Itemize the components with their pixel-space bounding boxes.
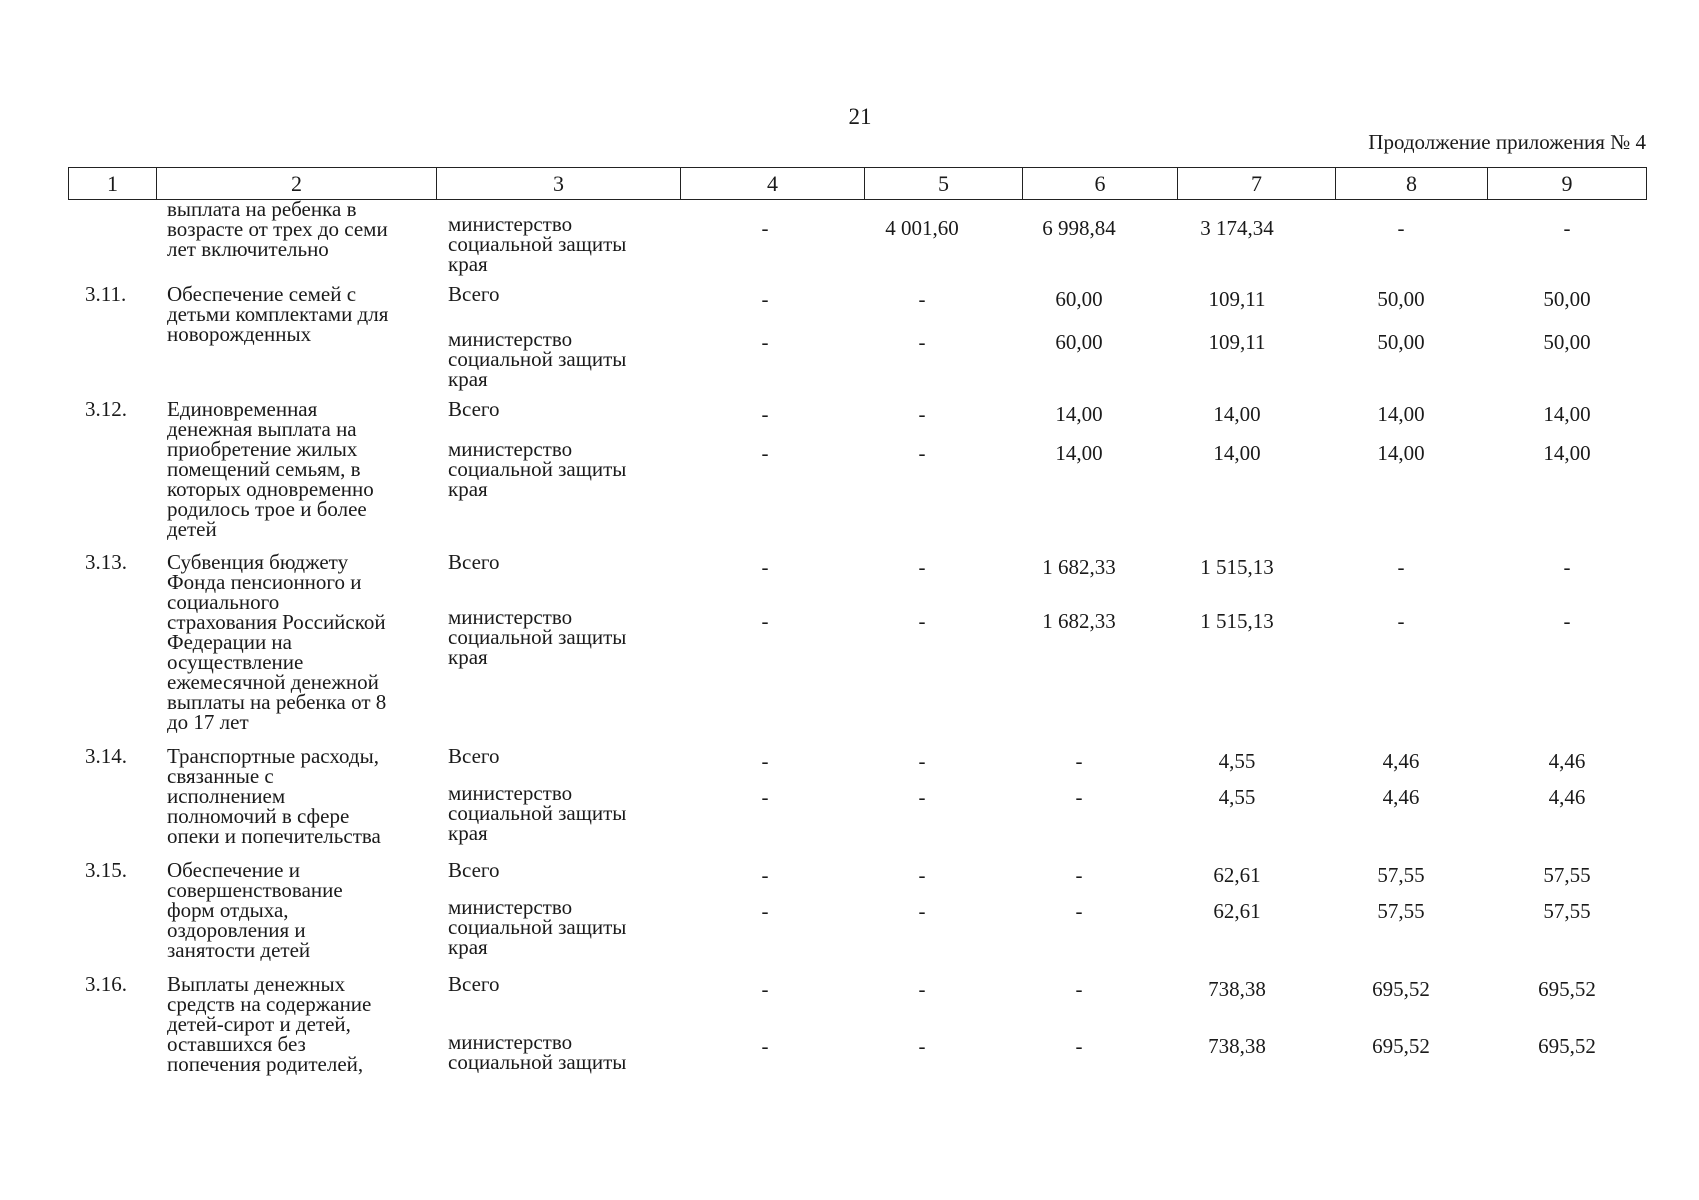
cell-col4: -: [761, 977, 769, 1001]
cell-col5: -: [918, 785, 926, 809]
cell-col5: -: [918, 899, 926, 923]
cell-col7: 62,61: [1213, 899, 1261, 923]
column-header-7: 7: [1178, 168, 1336, 200]
cell-col7: 738,38: [1208, 1034, 1266, 1058]
cell-col9: 695,52: [1538, 1034, 1596, 1058]
cell-col6: 60,00: [1055, 287, 1103, 311]
cell-col6: -: [1075, 1034, 1083, 1058]
row-executor: Всего: [448, 972, 500, 996]
cell-col8: 695,52: [1372, 977, 1430, 1001]
column-header-4: 4: [681, 168, 865, 200]
cell-col6: 60,00: [1055, 330, 1103, 354]
row-number: 3.12.: [85, 397, 127, 421]
cell-col4: -: [761, 555, 769, 579]
cell-col8: 14,00: [1377, 402, 1425, 426]
column-header-2: 2: [157, 168, 437, 200]
cell-col9: 14,00: [1543, 441, 1591, 465]
cell-col6: -: [1075, 785, 1083, 809]
cell-col5: -: [918, 330, 926, 354]
row-executor: Всего: [448, 744, 500, 768]
cell-col5: -: [918, 749, 926, 773]
cell-col6: 14,00: [1055, 402, 1103, 426]
appendix-note: Продолжение приложения № 4: [1368, 130, 1646, 154]
cell-col8: 4,46: [1382, 749, 1420, 773]
row-executor: министерство социальной защиты края: [448, 212, 627, 276]
cell-col9: 695,52: [1538, 977, 1596, 1001]
cell-col9: -: [1563, 216, 1571, 240]
cell-col6: 1 682,33: [1042, 609, 1116, 633]
cell-col4: -: [761, 609, 769, 633]
cell-col4: -: [761, 216, 769, 240]
cell-col5: -: [918, 609, 926, 633]
cell-col6: -: [1075, 749, 1083, 773]
cell-col6: -: [1075, 977, 1083, 1001]
row-name: выплата на ребенка в возрасте от трех до семи лет включительно: [167, 197, 388, 261]
row-name: Обеспечение семей с детьми комплектами для новорожденных: [167, 282, 389, 346]
cell-col5: -: [918, 287, 926, 311]
cell-col7: 4,55: [1218, 785, 1256, 809]
cell-col5: -: [918, 1034, 926, 1058]
cell-col4: -: [761, 402, 769, 426]
cell-col8: 50,00: [1377, 287, 1425, 311]
cell-col4: -: [761, 863, 769, 887]
cell-col5: -: [918, 555, 926, 579]
cell-col4: -: [761, 441, 769, 465]
cell-col4: -: [761, 287, 769, 311]
row-name: Транспортные расходы, связанные с исполнением полномочий в сфере опеки и попечительства: [167, 744, 381, 848]
cell-col7: 109,11: [1208, 330, 1266, 354]
cell-col5: -: [918, 402, 926, 426]
cell-col4: -: [761, 899, 769, 923]
cell-col8: 57,55: [1377, 863, 1425, 887]
row-number: 3.14.: [85, 744, 127, 768]
cell-col8: 4,46: [1382, 785, 1420, 809]
row-executor: Всего: [448, 858, 500, 882]
row-executor: министерство социальной защиты края: [448, 437, 627, 501]
row-executor: Всего: [448, 397, 500, 421]
row-number: 3.15.: [85, 858, 127, 882]
cell-col7: 14,00: [1213, 402, 1261, 426]
cell-col4: -: [761, 330, 769, 354]
cell-col8: 695,52: [1372, 1034, 1430, 1058]
cell-col4: -: [761, 1034, 769, 1058]
cell-col9: 4,46: [1548, 749, 1586, 773]
cell-col6: -: [1075, 863, 1083, 887]
cell-col7: 109,11: [1208, 287, 1266, 311]
row-number: 3.11.: [85, 282, 127, 306]
cell-col8: -: [1397, 609, 1405, 633]
column-header-5: 5: [865, 168, 1023, 200]
cell-col9: -: [1563, 609, 1571, 633]
column-header-3: 3: [437, 168, 681, 200]
cell-col7: 4,55: [1218, 749, 1256, 773]
row-executor: министерство социальной защиты: [448, 1030, 627, 1074]
row-name: Субвенция бюджету Фонда пенсионного и социального страхования Российской Федерации на осуществление ежемесячной денежной выплаты на ребенка от 8 до 17 лет: [167, 550, 387, 734]
cell-col9: 50,00: [1543, 287, 1591, 311]
cell-col4: -: [761, 749, 769, 773]
cell-col5: 4 001,60: [885, 216, 959, 240]
row-executor: министерство социальной защиты края: [448, 895, 627, 959]
column-header-9: 9: [1488, 168, 1647, 200]
cell-col9: 57,55: [1543, 863, 1591, 887]
row-number: 3.13.: [85, 550, 127, 574]
cell-col8: -: [1397, 216, 1405, 240]
cell-col9: -: [1563, 555, 1571, 579]
cell-col6: -: [1075, 899, 1083, 923]
cell-col9: 57,55: [1543, 899, 1591, 923]
cell-col9: 4,46: [1548, 785, 1586, 809]
cell-col7: 14,00: [1213, 441, 1261, 465]
cell-col7: 62,61: [1213, 863, 1261, 887]
cell-col9: 50,00: [1543, 330, 1591, 354]
cell-col6: 14,00: [1055, 441, 1103, 465]
cell-col5: -: [918, 441, 926, 465]
cell-col6: 1 682,33: [1042, 555, 1116, 579]
cell-col8: -: [1397, 555, 1405, 579]
row-executor: Всего: [448, 550, 500, 574]
column-header-6: 6: [1023, 168, 1178, 200]
row-number: 3.16.: [85, 972, 127, 996]
row-executor: министерство социальной защиты края: [448, 605, 627, 669]
cell-col8: 14,00: [1377, 441, 1425, 465]
cell-col5: -: [918, 863, 926, 887]
cell-col8: 57,55: [1377, 899, 1425, 923]
cell-col8: 50,00: [1377, 330, 1425, 354]
cell-col5: -: [918, 977, 926, 1001]
cell-col4: -: [761, 785, 769, 809]
row-name: Выплаты денежных средств на содержание детей-сирот и детей, оставшихся без попечения родителей,: [167, 972, 372, 1076]
cell-col6: 6 998,84: [1042, 216, 1116, 240]
row-executor: министерство социальной защиты края: [448, 781, 627, 845]
page-number: 21: [848, 104, 872, 129]
cell-col9: 14,00: [1543, 402, 1591, 426]
column-header-1: 1: [69, 168, 157, 200]
row-executor: Всего: [448, 282, 500, 306]
cell-col7: 3 174,34: [1200, 216, 1274, 240]
cell-col7: 1 515,13: [1200, 609, 1274, 633]
row-executor: министерство социальной защиты края: [448, 327, 627, 391]
row-name: Единовременная денежная выплата на приобретение жилых помещений семьям, в которых одновременно родилось трое и более детей: [167, 397, 374, 541]
cell-col7: 1 515,13: [1200, 555, 1274, 579]
row-name: Обеспечение и совершенствование форм отдыха, оздоровления и занятости детей: [167, 858, 343, 962]
column-header-8: 8: [1336, 168, 1488, 200]
cell-col7: 738,38: [1208, 977, 1266, 1001]
